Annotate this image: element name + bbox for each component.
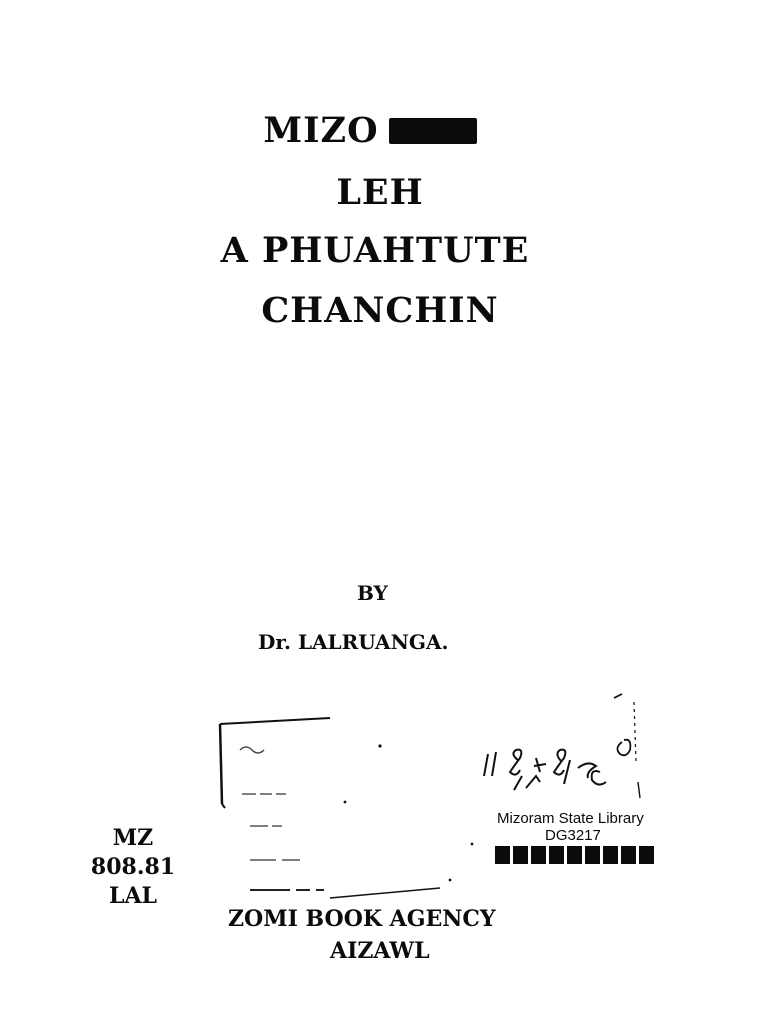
- library-barcode: [495, 846, 654, 864]
- byline-author: Dr. LALRUANGA.: [258, 630, 449, 654]
- ink-blot: [389, 118, 477, 144]
- accession-stamp: [210, 712, 480, 902]
- title-line-1: [0, 110, 740, 151]
- title-word-mizo: MIZO: [263, 110, 379, 151]
- call-number-author: LAL: [108, 883, 157, 909]
- handwritten-accession-mark: [474, 688, 674, 808]
- call-number-class: MZ: [112, 825, 154, 851]
- publisher-place: AIZAWL: [330, 938, 430, 964]
- byline-by: BY: [357, 581, 388, 605]
- library-name: Mizoram State Library: [497, 810, 644, 827]
- call-number-code: 808.81: [90, 854, 176, 880]
- title-line-2: LEH: [336, 172, 424, 213]
- library-code: DG3217: [545, 827, 601, 844]
- title-line-4: CHANCHIN: [261, 290, 499, 331]
- call-number: [88, 824, 178, 911]
- publisher-name: ZOMI BOOK AGENCY: [228, 906, 496, 932]
- title-line-3: A PHUAHTUTE: [220, 230, 530, 271]
